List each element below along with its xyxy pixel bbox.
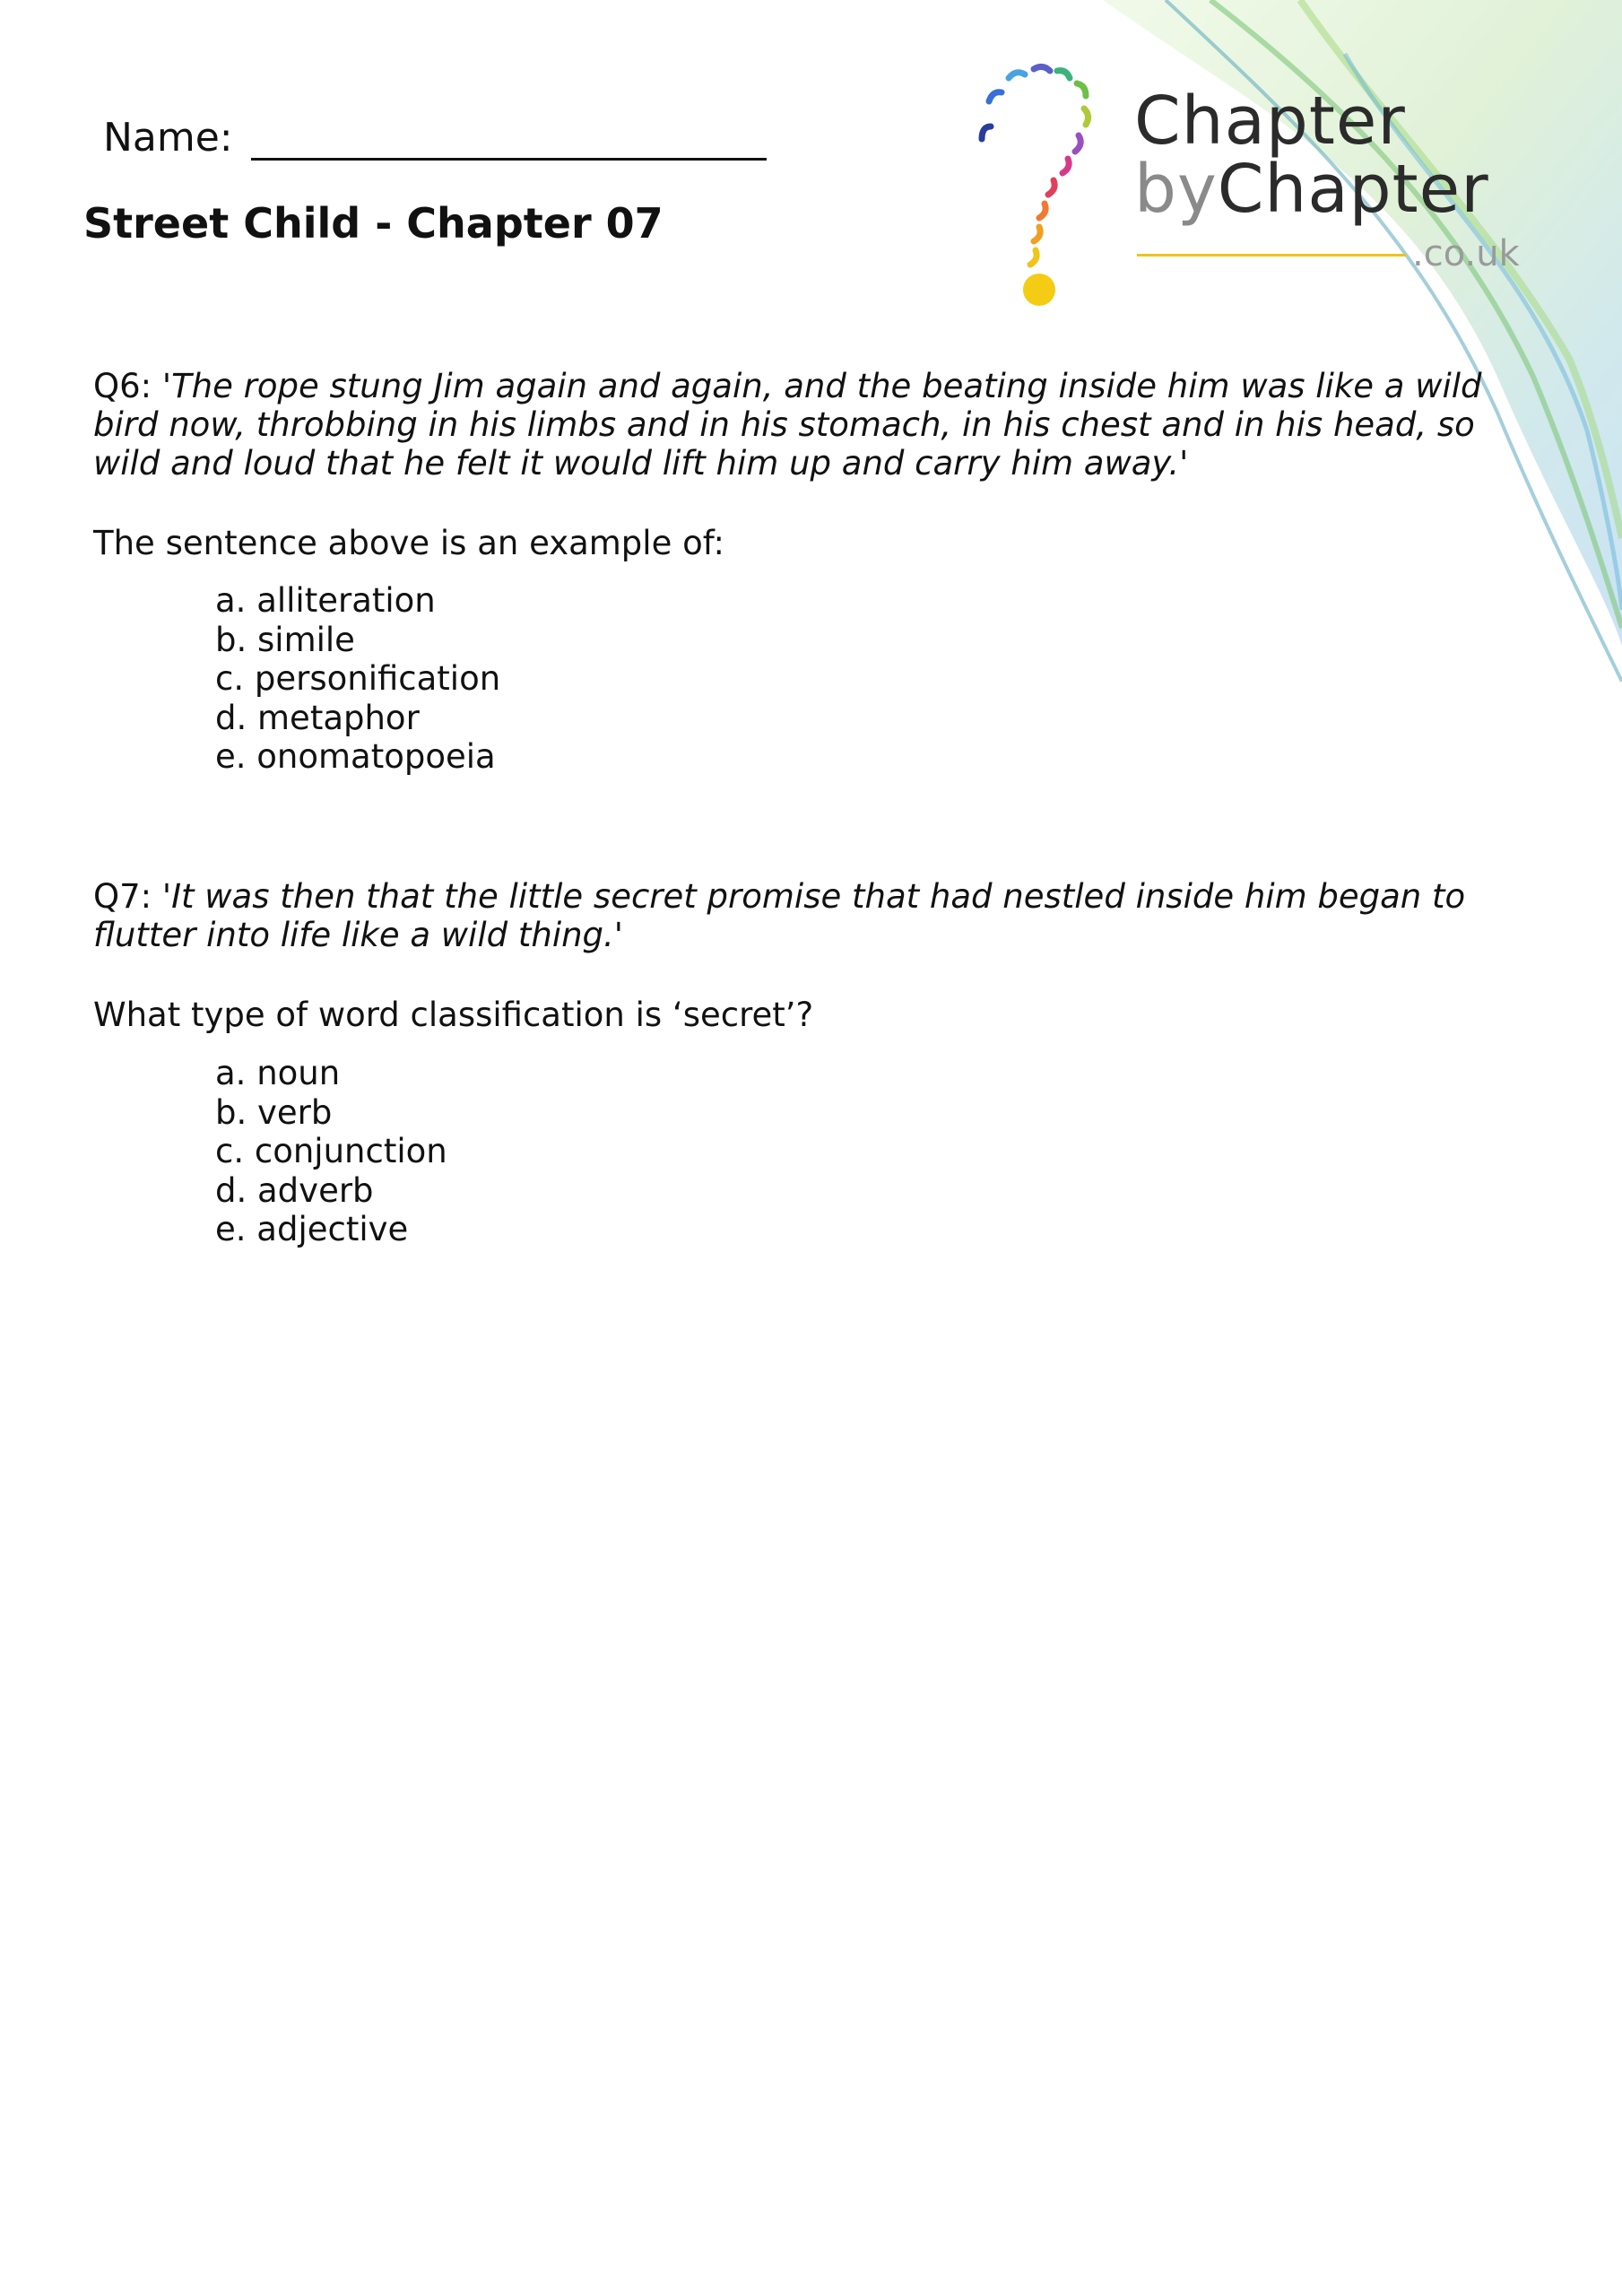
- question-6-prompt: The sentence above is an example of:: [93, 524, 724, 562]
- option: b. verb: [215, 1092, 333, 1132]
- option: a. noun: [215, 1054, 341, 1092]
- question-7-prompt: What type of word classification is ‘secret’?: [93, 996, 814, 1034]
- option: c. conjunction: [215, 1132, 447, 1170]
- option: e. adjective: [215, 1210, 409, 1248]
- question-6-quote: 'The rope stung Jim again and again, and the beating inside him was like a wild bird now, throbbing in his limbs and in his stomach, in his chest and in his head, so wild and loud that he felt it would lift him up and carry him away.': [93, 367, 1482, 483]
- logo-mark-icon: [964, 49, 1125, 309]
- logo-domain-suffix: .co.uk: [1412, 233, 1520, 274]
- logo-wordmark: [1134, 83, 1489, 228]
- option: d. adverb: [215, 1170, 374, 1210]
- option: d. metaphor: [215, 698, 420, 737]
- option: a. alliteration: [215, 581, 436, 620]
- name-label: Name:: [103, 115, 233, 161]
- question-6: [93, 367, 1492, 483]
- option: b. simile: [215, 620, 355, 659]
- worksheet-title: Street Child - Chapter 07: [83, 199, 664, 248]
- question-7-options: [215, 1054, 447, 1249]
- logo-word-bychapter: byChapter: [1134, 151, 1489, 228]
- question-6-label: Q6:: [93, 367, 152, 405]
- question-6-options: [215, 581, 500, 777]
- question-7-label: Q7:: [93, 877, 152, 916]
- logo-word-chapter: Chapter: [1134, 83, 1406, 160]
- name-field: [103, 115, 767, 161]
- logo-underline: [1137, 254, 1406, 257]
- option: c. personification: [215, 659, 501, 698]
- option: e. onomatopoeia: [215, 737, 496, 776]
- question-7-quote: 'It was then that the little secret promise that had nestled inside him began to flutter into life like a wild thing.': [93, 877, 1466, 954]
- name-blank-line: [251, 118, 767, 161]
- question-7: [93, 877, 1492, 954]
